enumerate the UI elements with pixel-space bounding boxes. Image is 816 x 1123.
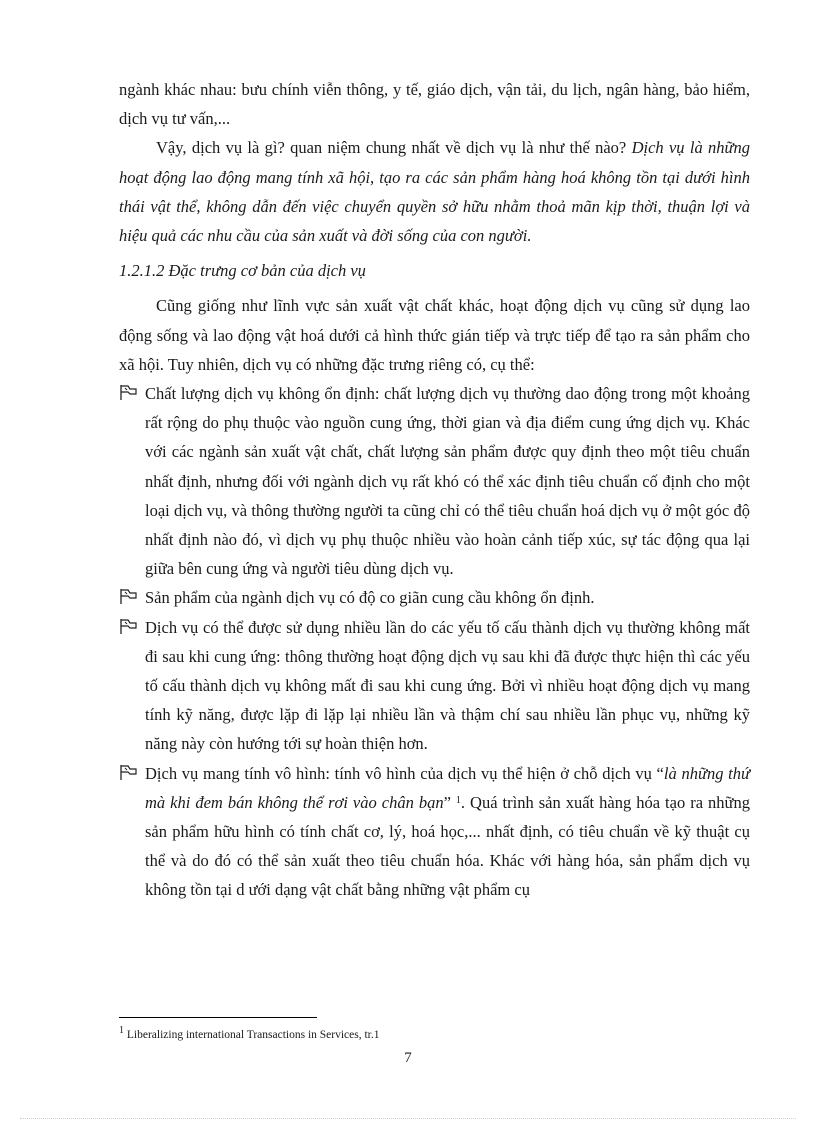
bullet-text: Sản phẩm của ngành dịch vụ có độ co giãn cung cầu không ổn định. xyxy=(145,588,595,608)
quote-close: ” xyxy=(443,792,456,812)
definition-paragraph xyxy=(119,133,750,250)
bullet-item xyxy=(119,759,750,905)
quoted-phrase: là những thứ mà khi đem bán không thể rơi vào chân bạn xyxy=(145,763,750,812)
section-heading: 1.2.1.2 Đặc trưng cơ bản của dịch vụ xyxy=(119,261,366,281)
bullet-item xyxy=(119,583,750,612)
pointing-flag-icon xyxy=(119,586,139,606)
bullet-item xyxy=(119,613,750,759)
pointing-flag-icon xyxy=(119,616,139,636)
bullet-text: Chất lượng dịch vụ không ổn định: chất lượng dịch vụ thường dao động trong một khoảng rất rộng do phụ thuộc vào nguồn cung ứng, thời gian và địa điểm cung ứng dịch vụ. Khác với các ngành sản xuất vật chất, chất lượng sản phẩm được quy định theo một tiêu chuẩn nhất định, nhưng đối với ngành dịch vụ rất khó có thể xác định tiêu chuẩn cố định cho một loại dịch vụ, và thông thường người ta cũng chỉ có thể tiêu chuẩn hoá dịch vụ ở một góc độ nhất định nào đó, vì dịch vụ phụ thuộc nhiều vào hoàn cảnh tiếp xúc, sự tác động qua lại giữa bên cung ứng và người tiêu dùng dịch vụ. xyxy=(145,384,750,579)
page-number: 7 xyxy=(404,1050,412,1066)
footnote-separator xyxy=(119,1017,317,1018)
footnote-text: Liberalizing international Transactions in Services, tr.1 xyxy=(124,1029,380,1041)
bullet-text-continued: . Quá trình sản xuất hàng hóa tạo ra những sản phẩm hữu hình có tính chất cơ, lý, hoá học,... nhất định, có tiêu chuẩn về kỹ thuật cụ thể và do đó có thể sản xuất theo tiêu chuẩn hóa. Khác với hàng hóa, sản phẩm dịch vụ không tồn tại d ưới dạng vật chất bằng những vật phẩm cụ xyxy=(145,792,750,900)
footnote xyxy=(119,1025,380,1042)
pointing-flag-icon xyxy=(119,762,139,782)
pointing-flag-icon xyxy=(119,382,139,402)
bullet-text: Dịch vụ có thể được sử dụng nhiều lần do các yếu tố cấu thành dịch vụ thường không mất đi sau khi cung ứng: thông thường hoạt động dịch vụ sau khi đã được thực hiện thì các yếu tố cấu thành dịch vụ không mất đi sau khi cung ứng. Bởi vì nhiều hoạt động dịch vụ mang tính kỹ năng, được lặp đi lặp lại nhiều lần và thậm chí sau nhiều lần phục vụ, những kỹ năng này còn hướng tới sự hoàn thiện hơn. xyxy=(145,617,750,754)
intro-paragraph: ngành khác nhau: bưu chính viễn thông, y tế, giáo dịch, vận tải, du lịch, ngân hàng, bảo hiểm, dịch vụ tư vấn,... xyxy=(119,80,750,129)
bullet-item xyxy=(119,379,750,583)
footnote-marker: 1 xyxy=(119,1025,124,1036)
definition-answer: Dịch vụ là những hoạt động lao động mang tính xã hội, tạo ra các sản phẩm hàng hoá không tồn tại dưới hình thái vật thể, không dẫn đến việc chuyển quyền sở hữu nhằm thoả mãn kịp thời, thuận lợi và hiệu quả các nhu cầu của sản xuất và đời sống của con người. xyxy=(119,138,751,246)
body-text xyxy=(119,75,750,905)
section-intro-paragraph: Cũng giống như lĩnh vực sản xuất vật chất khác, hoạt động dịch vụ cũng sử dụng lao động sống và lao động vật hoá dưới cả hình thức gián tiếp và trực tiếp để tạo ra sản phẩm cho xã hội. Tuy nhiên, dịch vụ có những đặc trưng riêng có, cụ thể: xyxy=(119,296,750,374)
page-bottom-border xyxy=(20,1118,796,1119)
footnote-reference[interactable]: 1 xyxy=(455,794,461,806)
definition-question: Vậy, dịch vụ là gì? quan niệm chung nhất về dịch vụ là như thế nào? xyxy=(156,138,627,158)
bullet-text: Dịch vụ mang tính vô hình: tính vô hình của dịch vụ thể hiện ở chỗ dịch vụ “ xyxy=(145,763,664,783)
